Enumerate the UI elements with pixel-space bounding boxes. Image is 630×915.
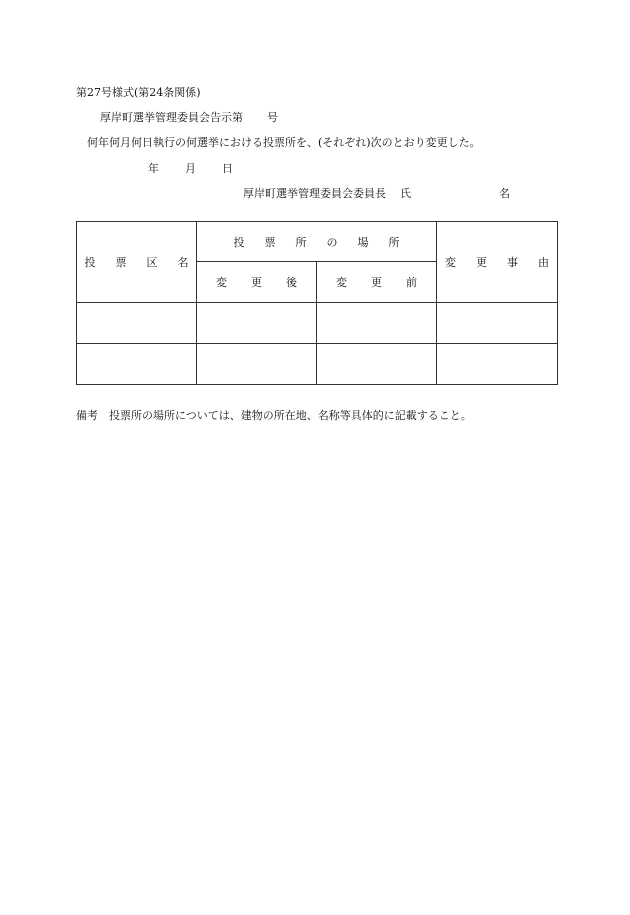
- location-char-2: 票: [264, 235, 276, 249]
- date-year: 年: [148, 162, 159, 175]
- reason-char-3: 事: [507, 256, 518, 269]
- district-char-1: 投: [84, 256, 96, 269]
- location-char-3: 所: [295, 235, 307, 249]
- reason-cell[interactable]: [437, 344, 558, 385]
- district-char-2: 票: [115, 256, 127, 269]
- polling-place-change-table: [76, 221, 558, 385]
- location-char-1: 投: [233, 235, 245, 249]
- after-char-1: 変: [216, 276, 227, 289]
- body-text: 何年何月何日執行の何選挙における投票所を、(それぞれ)次のとおり変更した。: [87, 136, 481, 149]
- before-cell[interactable]: [317, 303, 437, 344]
- location-char-4: の: [326, 235, 338, 249]
- after-change-header: [197, 262, 317, 303]
- reason-char-1: 変: [445, 256, 456, 269]
- signature-shi: 氏: [400, 187, 411, 200]
- date-day: 日: [222, 162, 233, 175]
- table-row: [77, 303, 558, 344]
- after-cell[interactable]: [197, 303, 317, 344]
- notice-number-line: [100, 111, 278, 125]
- location-char-6: 所: [388, 235, 400, 249]
- before-cell[interactable]: [317, 344, 437, 385]
- reason-cell[interactable]: [437, 303, 558, 344]
- reason-char-2: 更: [476, 256, 487, 269]
- district-char-3: 区: [146, 256, 158, 269]
- district-cell[interactable]: [77, 303, 197, 344]
- date-month: 月: [185, 162, 196, 175]
- signature-title: 厚岸町選挙管理委員会委員長: [243, 187, 386, 200]
- polling-location-header: [197, 222, 437, 262]
- before-change-header: [317, 262, 437, 303]
- after-char-2: 更: [251, 276, 262, 289]
- district-char-4: 名: [177, 256, 189, 269]
- signature-mei: 名: [499, 187, 510, 200]
- notice-number-suffix: 号: [267, 111, 278, 124]
- before-char-1: 変: [336, 276, 347, 289]
- reason-char-4: 由: [538, 256, 549, 269]
- before-char-2: 更: [371, 276, 382, 289]
- notice-issuer: 厚岸町選挙管理委員会告示第: [100, 111, 243, 124]
- district-cell[interactable]: [77, 344, 197, 385]
- after-char-3: 後: [286, 276, 297, 289]
- location-char-5: 場: [357, 235, 369, 249]
- change-reason-header: [437, 222, 558, 303]
- table-row: [77, 344, 558, 385]
- district-name-header: [77, 222, 197, 303]
- before-char-3: 前: [406, 276, 417, 289]
- signature-line: [243, 187, 510, 201]
- remark-text: 備考 投票所の場所については、建物の所在地、名称等具体的に記載すること。: [76, 409, 472, 422]
- after-cell[interactable]: [197, 344, 317, 385]
- date-line: [148, 162, 233, 176]
- form-number: 第27号様式(第24条関係): [76, 86, 201, 99]
